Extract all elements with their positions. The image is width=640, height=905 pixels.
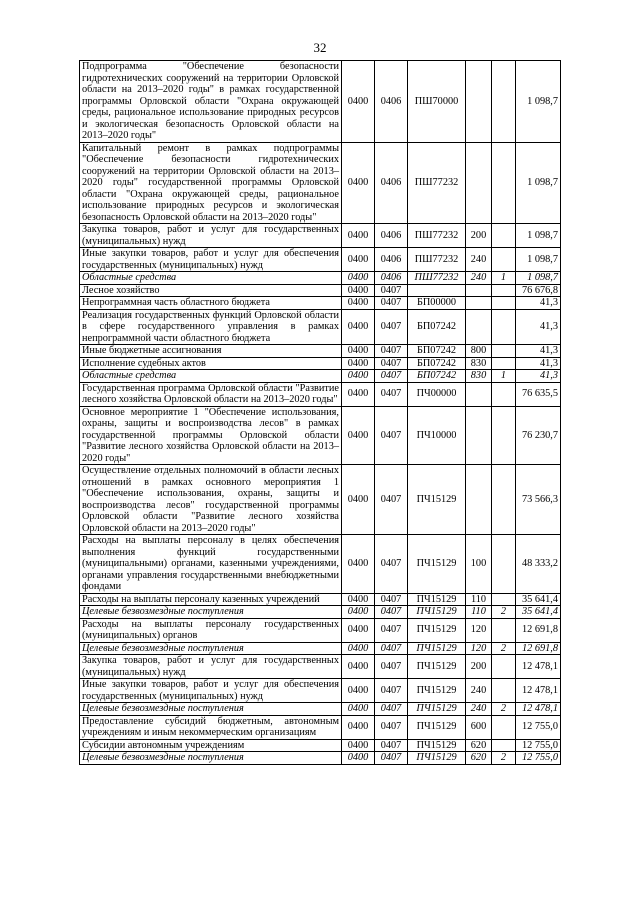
expense-type-code: 240: [466, 679, 492, 703]
table-row: [80, 142, 561, 224]
section-code: 0400: [342, 703, 375, 716]
table-row: [80, 642, 561, 655]
funding-source-code: [492, 715, 516, 739]
expense-type-code: [466, 297, 492, 310]
table-row: [80, 606, 561, 619]
target-article-code: ПЧ10000: [408, 406, 466, 465]
amount: 12 755,0: [516, 715, 561, 739]
section-code: 0400: [342, 297, 375, 310]
subsection-code: 0406: [375, 272, 408, 285]
table-row: [80, 618, 561, 642]
target-article-code: ПЧ15129: [408, 535, 466, 594]
table-row: [80, 297, 561, 310]
row-name: Целевые безвозмездные поступления: [80, 606, 342, 619]
amount: 1 098,7: [516, 272, 561, 285]
amount: 76 230,7: [516, 406, 561, 465]
page-number: 32: [313, 40, 327, 55]
row-name: Непрограммная часть областного бюджета: [80, 297, 342, 310]
section-code: 0400: [342, 739, 375, 752]
funding-source-code: [492, 465, 516, 535]
section-code: 0400: [342, 406, 375, 465]
section-code: 0400: [342, 248, 375, 272]
section-code: 0400: [342, 382, 375, 406]
table-row: [80, 739, 561, 752]
expense-type-code: [466, 309, 492, 345]
target-article-code: ПШ70000: [408, 61, 466, 143]
section-code: 0400: [342, 224, 375, 248]
subsection-code: 0407: [375, 345, 408, 358]
subsection-code: 0407: [375, 655, 408, 679]
section-code: 0400: [342, 606, 375, 619]
amount: 12 478,1: [516, 703, 561, 716]
section-code: 0400: [342, 535, 375, 594]
table-row: [80, 752, 561, 765]
section-code: 0400: [342, 715, 375, 739]
subsection-code: 0407: [375, 297, 408, 310]
target-article-code: [408, 284, 466, 297]
table-row: [80, 535, 561, 594]
row-name: Основное мероприятие 1 "Обеспечение использования, охраны, защиты и воспроизводства лесов" в рамках государственной программы Орловской области "Развитие лесного хозяйства Орловской области на 2013–2020 годы": [80, 406, 342, 465]
row-name: Расходы на выплаты персоналу казенных учреждений: [80, 593, 342, 606]
table-row: [80, 284, 561, 297]
target-article-code: ПЧ15129: [408, 593, 466, 606]
amount: 76 635,5: [516, 382, 561, 406]
table-row: [80, 370, 561, 383]
section-code: 0400: [342, 345, 375, 358]
table-row: [80, 406, 561, 465]
expense-type-code: 240: [466, 272, 492, 285]
row-name: Областные средства: [80, 370, 342, 383]
row-name: Областные средства: [80, 272, 342, 285]
target-article-code: ПШ77232: [408, 248, 466, 272]
subsection-code: 0407: [375, 715, 408, 739]
subsection-code: 0407: [375, 703, 408, 716]
funding-source-code: [492, 618, 516, 642]
expense-type-code: 110: [466, 593, 492, 606]
expense-type-code: 830: [466, 370, 492, 383]
subsection-code: 0407: [375, 739, 408, 752]
amount: 1 098,7: [516, 61, 561, 143]
subsection-code: 0407: [375, 535, 408, 594]
target-article-code: БП07242: [408, 370, 466, 383]
expense-type-code: 800: [466, 345, 492, 358]
target-article-code: ПЧ15129: [408, 752, 466, 765]
amount: 35 641,4: [516, 593, 561, 606]
expense-type-code: [466, 284, 492, 297]
row-name: Иные закупки товаров, работ и услуг для обеспечения государственных (муниципальных) нужд: [80, 679, 342, 703]
expense-type-code: 120: [466, 642, 492, 655]
subsection-code: 0406: [375, 142, 408, 224]
funding-source-code: [492, 61, 516, 143]
target-article-code: БП07242: [408, 357, 466, 370]
amount: 41,3: [516, 357, 561, 370]
subsection-code: 0406: [375, 224, 408, 248]
target-article-code: БП07242: [408, 309, 466, 345]
table-row: [80, 61, 561, 143]
table-row: [80, 382, 561, 406]
amount: 1 098,7: [516, 248, 561, 272]
row-name: Целевые безвозмездные поступления: [80, 703, 342, 716]
subsection-code: 0407: [375, 593, 408, 606]
funding-source-code: [492, 224, 516, 248]
expense-type-code: 240: [466, 248, 492, 272]
table-row: [80, 272, 561, 285]
amount: 35 641,4: [516, 606, 561, 619]
row-name: Закупка товаров, работ и услуг для государственных (муниципальных) нужд: [80, 224, 342, 248]
row-name: Государственная программа Орловской области "Развитие лесного хозяйства Орловской области на 2013–2020 годы": [80, 382, 342, 406]
funding-source-code: 1: [492, 370, 516, 383]
funding-source-code: [492, 655, 516, 679]
target-article-code: БП00000: [408, 297, 466, 310]
section-code: 0400: [342, 61, 375, 143]
target-article-code: ПЧ15129: [408, 465, 466, 535]
target-article-code: ПЧ15129: [408, 618, 466, 642]
table-row: [80, 248, 561, 272]
subsection-code: 0407: [375, 752, 408, 765]
funding-source-code: [492, 357, 516, 370]
expense-type-code: [466, 406, 492, 465]
section-code: 0400: [342, 272, 375, 285]
budget-table: [79, 60, 561, 765]
subsection-code: 0407: [375, 406, 408, 465]
amount: 73 566,3: [516, 465, 561, 535]
subsection-code: 0407: [375, 382, 408, 406]
section-code: 0400: [342, 618, 375, 642]
row-name: Лесное хозяйство: [80, 284, 342, 297]
funding-source-code: [492, 284, 516, 297]
section-code: 0400: [342, 284, 375, 297]
target-article-code: ПШ77232: [408, 272, 466, 285]
expense-type-code: 240: [466, 703, 492, 716]
row-name: Расходы на выплаты персоналу государственных (муниципальных) органов: [80, 618, 342, 642]
funding-source-code: [492, 739, 516, 752]
section-code: 0400: [342, 309, 375, 345]
section-code: 0400: [342, 142, 375, 224]
row-name: Субсидии автономным учреждениям: [80, 739, 342, 752]
table-row: [80, 679, 561, 703]
row-name: Реализация государственных функций Орловской области в сфере государственного управления в рамках непрограммной части областного бюджета: [80, 309, 342, 345]
funding-source-code: [492, 406, 516, 465]
funding-source-code: 1: [492, 272, 516, 285]
funding-source-code: 2: [492, 752, 516, 765]
expense-type-code: [466, 142, 492, 224]
expense-type-code: 100: [466, 535, 492, 594]
row-name: Осуществление отдельных полномочий в области лесных отношений в рамках основного мероприятия 1 "Обеспечение использования, охраны, защиты и воспроизводства лесов" государственной программы Орловской области "Развитие лесного хозяйства Орловской области на 2013–2020 годы": [80, 465, 342, 535]
expense-type-code: 200: [466, 224, 492, 248]
section-code: 0400: [342, 370, 375, 383]
funding-source-code: [492, 535, 516, 594]
funding-source-code: [492, 679, 516, 703]
target-article-code: ПЧ15129: [408, 715, 466, 739]
amount: 41,3: [516, 297, 561, 310]
funding-source-code: [492, 297, 516, 310]
subsection-code: 0407: [375, 465, 408, 535]
section-code: 0400: [342, 655, 375, 679]
subsection-code: 0407: [375, 284, 408, 297]
row-name: Подпрограмма "Обеспечение безопасности гидротехнических сооружений на территории Орловской области на 2013–2020 годы" в рамках государственной программы Орловской области "Охрана окружающей среды, рациональное использование природных ресурсов и экологическая безопасность Орловской области на 2013–2020 годы": [80, 61, 342, 143]
expense-type-code: [466, 465, 492, 535]
expense-type-code: [466, 382, 492, 406]
subsection-code: 0406: [375, 61, 408, 143]
amount: 1 098,7: [516, 142, 561, 224]
funding-source-code: 2: [492, 642, 516, 655]
amount: 12 478,1: [516, 679, 561, 703]
amount: 12 755,0: [516, 752, 561, 765]
target-article-code: ПШ77232: [408, 224, 466, 248]
amount: 41,3: [516, 345, 561, 358]
funding-source-code: [492, 593, 516, 606]
expense-type-code: 120: [466, 618, 492, 642]
funding-source-code: [492, 142, 516, 224]
section-code: 0400: [342, 642, 375, 655]
expense-type-code: 600: [466, 715, 492, 739]
target-article-code: ПШ77232: [408, 142, 466, 224]
row-name: Иные закупки товаров, работ и услуг для обеспечения государственных (муниципальных) нужд: [80, 248, 342, 272]
expense-type-code: 110: [466, 606, 492, 619]
section-code: 0400: [342, 752, 375, 765]
row-name: Иные бюджетные ассигнования: [80, 345, 342, 358]
funding-source-code: 2: [492, 606, 516, 619]
amount: 12 691,8: [516, 618, 561, 642]
table-row: [80, 703, 561, 716]
table-row: [80, 593, 561, 606]
funding-source-code: [492, 345, 516, 358]
subsection-code: 0407: [375, 309, 408, 345]
row-name: Целевые безвозмездные поступления: [80, 752, 342, 765]
table-row: [80, 465, 561, 535]
target-article-code: ПЧ15129: [408, 655, 466, 679]
amount: 1 098,7: [516, 224, 561, 248]
section-code: 0400: [342, 465, 375, 535]
funding-source-code: 2: [492, 703, 516, 716]
target-article-code: ПЧ15129: [408, 679, 466, 703]
amount: 12 691,8: [516, 642, 561, 655]
row-name: Закупка товаров, работ и услуг для государственных (муниципальных) нужд: [80, 655, 342, 679]
expense-type-code: 200: [466, 655, 492, 679]
table-row: [80, 357, 561, 370]
subsection-code: 0406: [375, 248, 408, 272]
amount: 12 478,1: [516, 655, 561, 679]
amount: 41,3: [516, 370, 561, 383]
amount: 12 755,0: [516, 739, 561, 752]
subsection-code: 0407: [375, 357, 408, 370]
subsection-code: 0407: [375, 642, 408, 655]
subsection-code: 0407: [375, 370, 408, 383]
table-row: [80, 224, 561, 248]
row-name: Расходы на выплаты персоналу в целях обеспечения выполнения функций государственными (муниципальными) органами, казенными учреждениями, органами управления государственными внебюджетными фондами: [80, 535, 342, 594]
section-code: 0400: [342, 593, 375, 606]
funding-source-code: [492, 382, 516, 406]
section-code: 0400: [342, 679, 375, 703]
target-article-code: БП07242: [408, 345, 466, 358]
amount: 76 676,8: [516, 284, 561, 297]
subsection-code: 0407: [375, 618, 408, 642]
row-name: Исполнение судебных актов: [80, 357, 342, 370]
table-row: [80, 309, 561, 345]
target-article-code: ПЧ15129: [408, 739, 466, 752]
expense-type-code: [466, 61, 492, 143]
target-article-code: ПЧ15129: [408, 606, 466, 619]
amount: 41,3: [516, 309, 561, 345]
funding-source-code: [492, 309, 516, 345]
expense-type-code: 830: [466, 357, 492, 370]
amount: 48 333,2: [516, 535, 561, 594]
subsection-code: 0407: [375, 679, 408, 703]
table-row: [80, 655, 561, 679]
expense-type-code: 620: [466, 752, 492, 765]
row-name: Целевые безвозмездные поступления: [80, 642, 342, 655]
section-code: 0400: [342, 357, 375, 370]
target-article-code: ПЧ00000: [408, 382, 466, 406]
table-row: [80, 345, 561, 358]
target-article-code: ПЧ15129: [408, 703, 466, 716]
row-name: Предоставление субсидий бюджетным, автономным учреждениям и иным некоммерческим организациям: [80, 715, 342, 739]
expense-type-code: 620: [466, 739, 492, 752]
table-row: [80, 715, 561, 739]
subsection-code: 0407: [375, 606, 408, 619]
funding-source-code: [492, 248, 516, 272]
row-name: Капитальный ремонт в рамках подпрограммы "Обеспечение безопасности гидротехнических сооружений на территории Орловской области на 2013–2020 годы" государственной программы Орловской области "Охрана окружающей среды, рациональное использование природных ресурсов и экологическая безопасность Орловской области на 2013–2020 годы": [80, 142, 342, 224]
target-article-code: ПЧ15129: [408, 642, 466, 655]
